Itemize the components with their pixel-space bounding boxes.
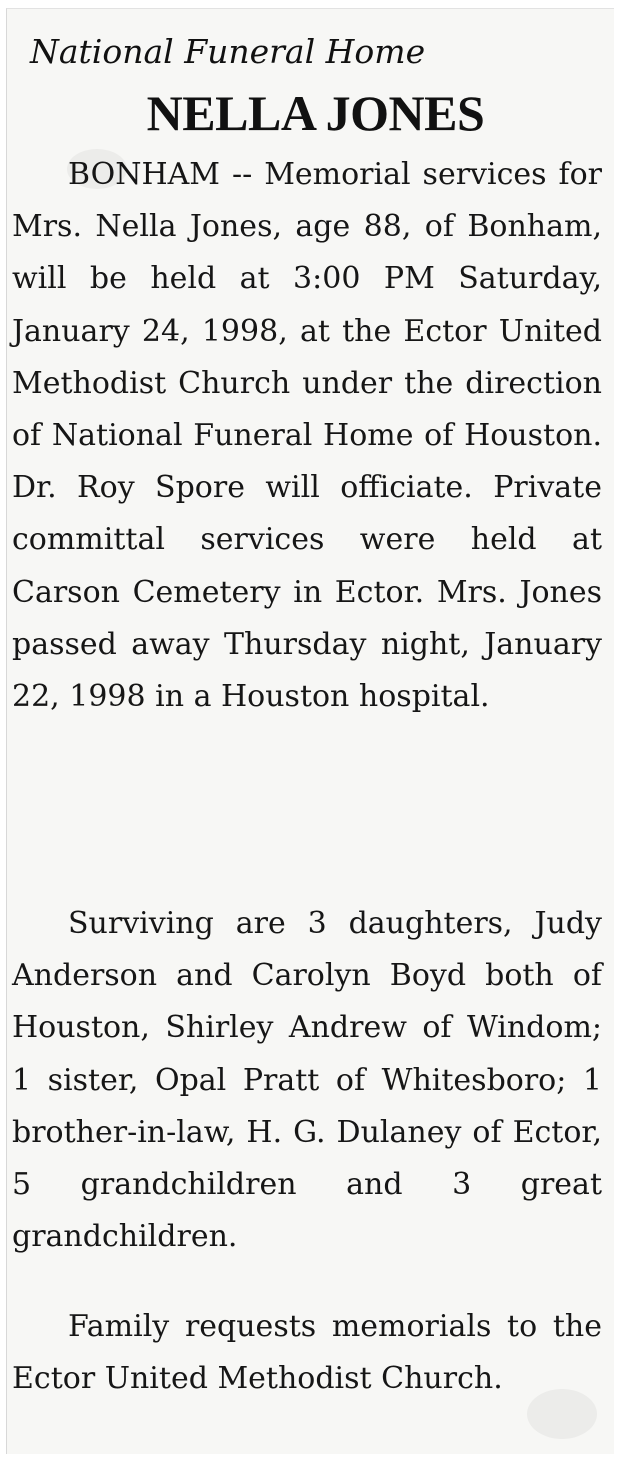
obituary-paragraph-1-text: BONHAM -- Memorial services for Mrs. Nella Jones, age 88, of Bonham, will be held at 3:00 PM Saturday, January 24, 1998, at the Ector United Methodist Church under the direction of National Funeral Home of Houston. Dr. Roy Spore will officiate. Private committal services were held at Carson Cemetery in Ector. Mrs. Jones passed away Thursday night, January 22, 1998 in a Houston hospital. (12, 157, 602, 715)
obituary-paragraph-3-text: Family requests memorials to the Ector United Methodist Church. (12, 1309, 602, 1397)
obituary-paragraph-3 (12, 1301, 602, 1405)
deceased-name-title: NELLA JONES (146, 85, 485, 141)
funeral-home-heading: National Funeral Home (30, 32, 426, 71)
obituary-paragraph-2-text: Surviving are 3 daughters, Judy Anderson and Carolyn Boyd both of Houston, Shirley Andrew of Windom; 1 sister, Opal Pratt of Whitesboro; 1 brother-in-law, H. G. Dulaney of Ector, 5 grandchildren and 3 great grandchildren. (12, 906, 602, 1255)
obituary-paragraph-1 (12, 149, 602, 723)
obituary-paragraph-2 (12, 898, 602, 1263)
